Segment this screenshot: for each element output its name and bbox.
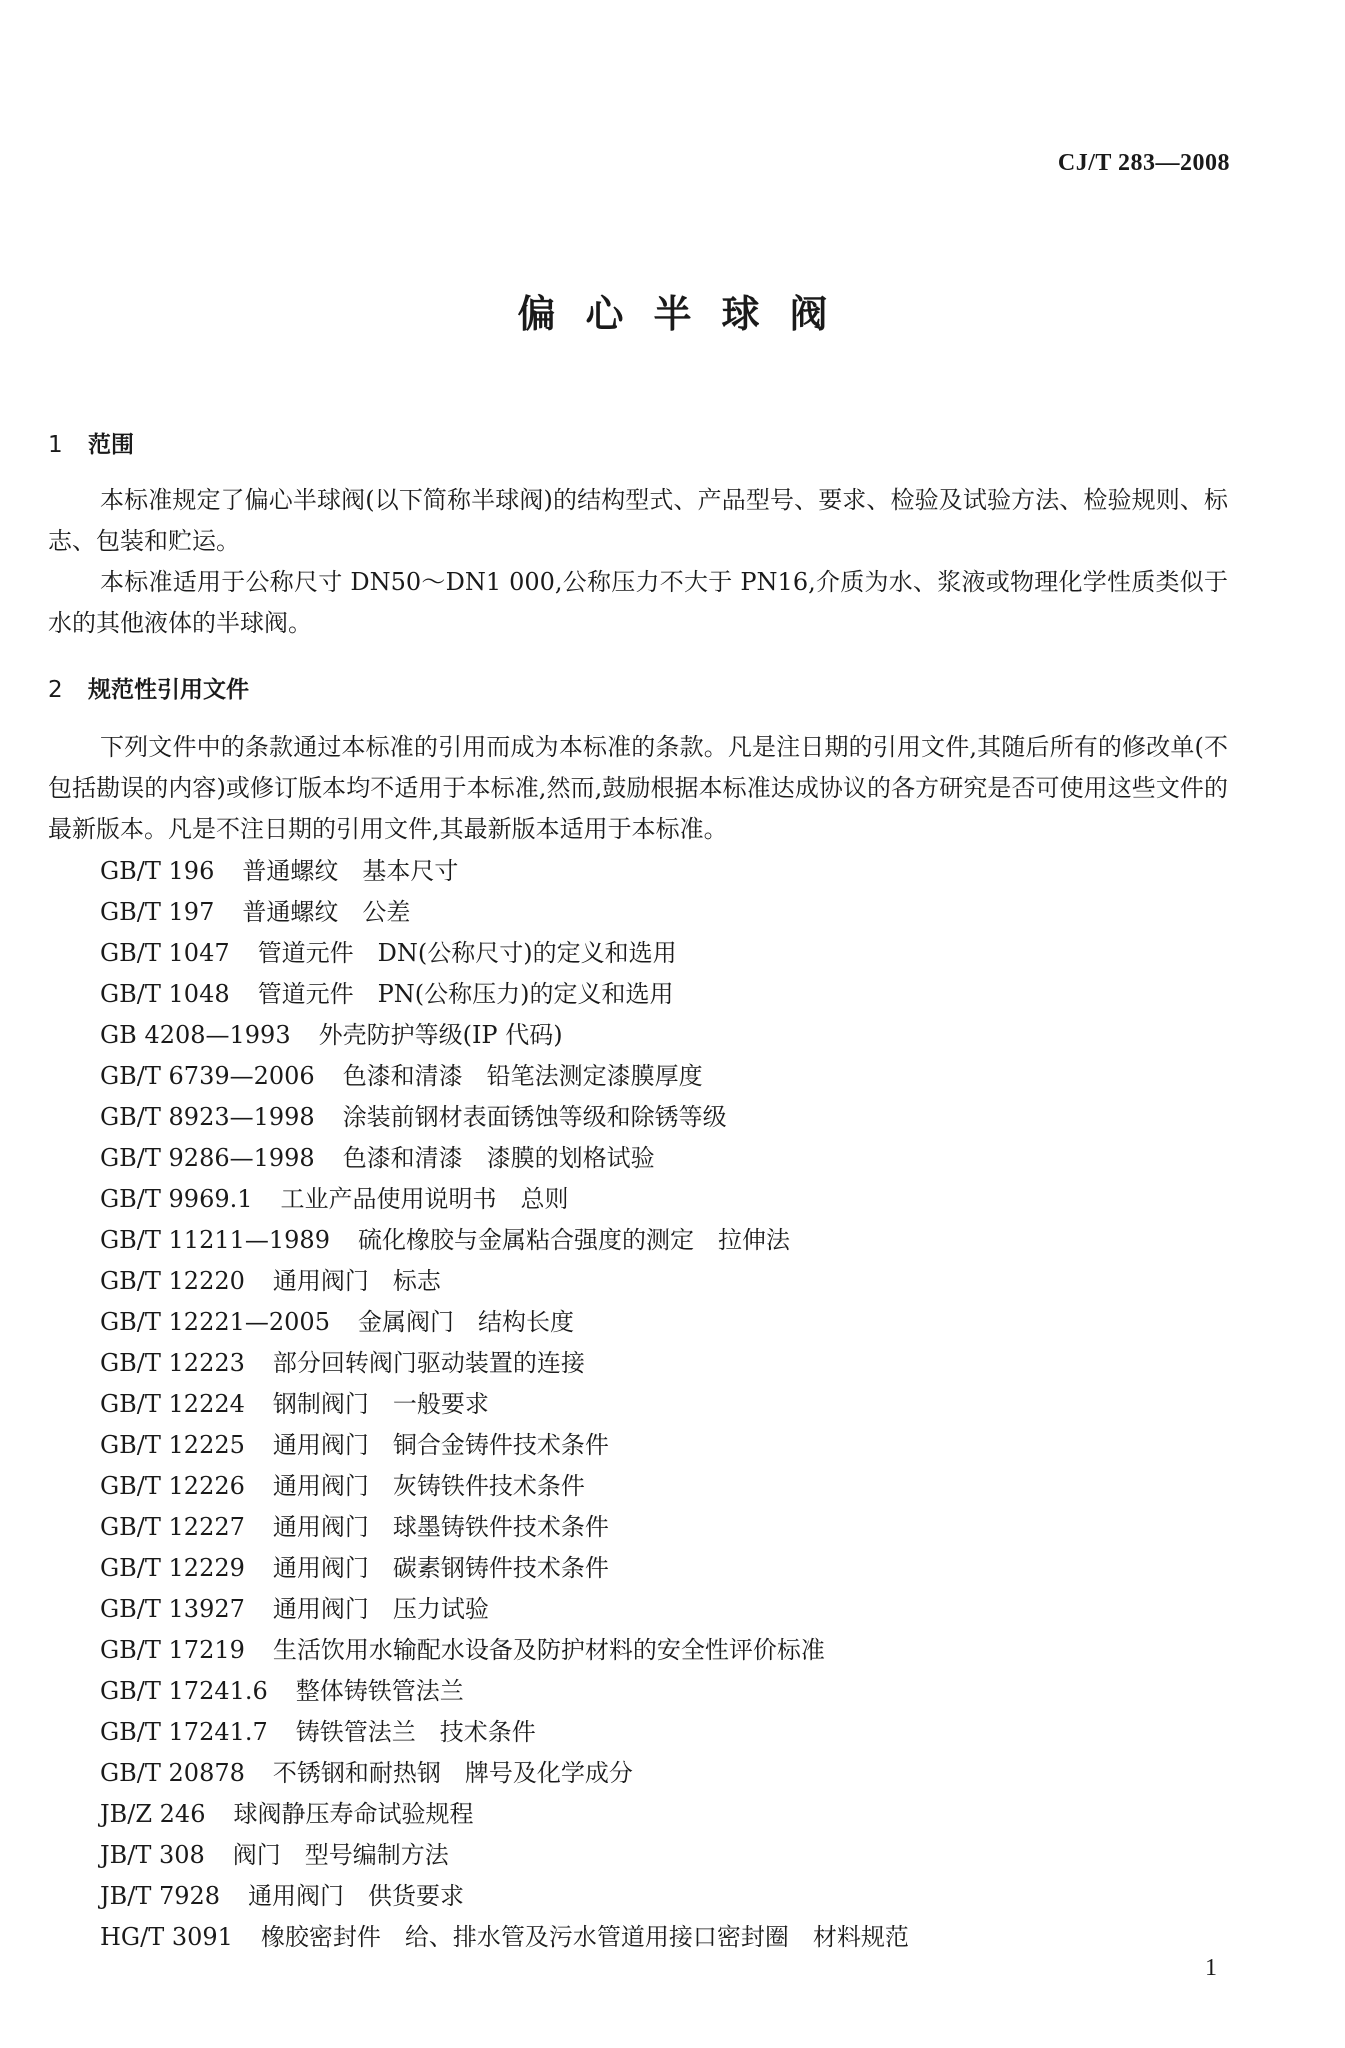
reference-item <box>100 974 909 1015</box>
reference-item <box>100 1302 909 1343</box>
reference-title: 橡胶密封件 给、排水管及污水管道用接口密封圈 材料规范 <box>260 1923 909 1951</box>
paragraph: 本标准适用于公称尺寸 DN50～DN1 000,公称压力不大于 PN16,介质为水、浆液或物理化学性质类似于水的其他液体的半球阀。 <box>48 568 1228 637</box>
reference-title: 球阀静压寿命试验规程 <box>233 1800 474 1828</box>
section-number: 2 <box>48 677 63 703</box>
reference-code: GB/T 197 <box>100 898 215 926</box>
reference-title: 通用阀门 球墨铸铁件技术条件 <box>272 1513 609 1541</box>
reference-code: GB/T 20878 <box>100 1759 245 1787</box>
reference-title: 钢制阀门 一般要求 <box>272 1390 489 1418</box>
reference-title: 工业产品使用说明书 总则 <box>280 1185 569 1213</box>
reference-item <box>100 1876 909 1917</box>
reference-code: GB/T 12220 <box>100 1267 245 1295</box>
reference-item <box>100 1917 909 1958</box>
reference-item <box>100 892 909 933</box>
paragraph: 下列文件中的条款通过本标准的引用而成为本标准的条款。凡是注日期的引用文件,其随后所有的修改单(不包括勘误的内容)或修订版本均不适用于本标准,然而,鼓励根据本标准达成协议的各方研究是否可使用这些文件的最新版本。凡是不注日期的引用文件,其最新版本适用于本标准。 <box>48 733 1228 843</box>
reference-code: GB/T 196 <box>100 857 215 885</box>
reference-code: GB/T 13927 <box>100 1595 245 1623</box>
reference-item <box>100 933 909 974</box>
reference-title: 色漆和清漆 漆膜的划格试验 <box>342 1144 655 1172</box>
reference-item <box>100 1343 909 1384</box>
reference-code: GB/T 8923—1998 <box>100 1103 315 1131</box>
reference-code: GB/T 1047 <box>100 939 230 967</box>
reference-title: 涂装前钢材表面锈蚀等级和除锈等级 <box>342 1103 727 1131</box>
reference-code: GB/T 9969.1 <box>100 1185 253 1213</box>
reference-title: 生活饮用水输配水设备及防护材料的安全性评价标准 <box>272 1636 825 1664</box>
reference-code: GB/T 17241.6 <box>100 1677 268 1705</box>
reference-title: 管道元件 PN(公称压力)的定义和选用 <box>257 980 674 1008</box>
reference-item <box>100 1097 909 1138</box>
reference-code: JB/T 7928 <box>100 1882 221 1910</box>
reference-item <box>100 1671 909 1712</box>
reference-code: GB/T 12223 <box>100 1349 245 1377</box>
reference-code: GB/T 6739—2006 <box>100 1062 315 1090</box>
reference-item <box>100 1056 909 1097</box>
reference-code: GB 4208—1993 <box>100 1021 291 1049</box>
standard-number: CJ/T 283—2008 <box>1057 150 1230 176</box>
reference-code: GB/T 12225 <box>100 1431 245 1459</box>
reference-title: 通用阀门 碳素钢铸件技术条件 <box>272 1554 609 1582</box>
section-1-heading <box>48 426 134 459</box>
reference-title: 不锈钢和耐热钢 牌号及化学成分 <box>272 1759 633 1787</box>
reference-item <box>100 1138 909 1179</box>
reference-code: JB/T 308 <box>100 1841 205 1869</box>
reference-title: 通用阀门 标志 <box>272 1267 441 1295</box>
reference-code: GB/T 1048 <box>100 980 230 1008</box>
reference-item <box>100 1835 909 1876</box>
reference-item <box>100 1794 909 1835</box>
reference-title: 通用阀门 灰铸铁件技术条件 <box>272 1472 585 1500</box>
reference-item <box>100 1712 909 1753</box>
section-title: 规范性引用文件 <box>88 677 249 703</box>
reference-title: 铸铁管法兰 技术条件 <box>295 1718 536 1746</box>
reference-title: 普通螺纹 基本尺寸 <box>242 857 459 885</box>
reference-code: GB/T 17219 <box>100 1636 245 1664</box>
reference-title: 管道元件 DN(公称尺寸)的定义和选用 <box>257 939 677 967</box>
reference-item <box>100 1261 909 1302</box>
reference-title: 金属阀门 结构长度 <box>357 1308 574 1336</box>
reference-title: 通用阀门 供货要求 <box>248 1882 465 1910</box>
reference-code: GB/T 9286—1998 <box>100 1144 315 1172</box>
reference-code: GB/T 11211—1989 <box>100 1226 330 1254</box>
reference-title: 整体铸铁管法兰 <box>295 1677 464 1705</box>
reference-code: GB/T 12221—2005 <box>100 1308 330 1336</box>
reference-item <box>100 851 909 892</box>
reference-item <box>100 1589 909 1630</box>
reference-item <box>100 1630 909 1671</box>
section-2-heading <box>48 671 249 704</box>
reference-item <box>100 1466 909 1507</box>
reference-title: 色漆和清漆 铅笔法测定漆膜厚度 <box>342 1062 703 1090</box>
reference-title: 硫化橡胶与金属粘合强度的测定 拉伸法 <box>357 1226 790 1254</box>
reference-code: JB/Z 246 <box>100 1800 206 1828</box>
reference-item <box>100 1220 909 1261</box>
reference-code: GB/T 12229 <box>100 1554 245 1582</box>
reference-item <box>100 1179 909 1220</box>
reference-item <box>100 1548 909 1589</box>
reference-item <box>100 1384 909 1425</box>
reference-title: 普通螺纹 公差 <box>242 898 411 926</box>
reference-item <box>100 1753 909 1794</box>
reference-code: GB/T 12224 <box>100 1390 245 1418</box>
reference-code: GB/T 12227 <box>100 1513 245 1541</box>
page-number: 1 <box>1205 1955 1217 1981</box>
section-number: 1 <box>48 432 63 458</box>
document-title: 偏心半球阀 <box>517 292 858 336</box>
reference-title: 外壳防护等级(IP 代码) <box>318 1021 563 1049</box>
reference-code: HG/T 3091 <box>100 1923 233 1951</box>
reference-title: 阀门 型号编制方法 <box>232 1841 449 1869</box>
reference-title: 部分回转阀门驱动装置的连接 <box>272 1349 585 1377</box>
normative-reference-list <box>100 851 909 1958</box>
reference-code: GB/T 17241.7 <box>100 1718 268 1746</box>
reference-item <box>100 1425 909 1466</box>
paragraph: 本标准规定了偏心半球阀(以下简称半球阀)的结构型式、产品型号、要求、检验及试验方法、检验规则、标志、包装和贮运。 <box>48 486 1228 555</box>
section-title: 范围 <box>88 432 134 458</box>
reference-item <box>100 1507 909 1548</box>
reference-item <box>100 1015 909 1056</box>
reference-title: 通用阀门 铜合金铸件技术条件 <box>272 1431 609 1459</box>
reference-title: 通用阀门 压力试验 <box>272 1595 489 1623</box>
reference-code: GB/T 12226 <box>100 1472 245 1500</box>
